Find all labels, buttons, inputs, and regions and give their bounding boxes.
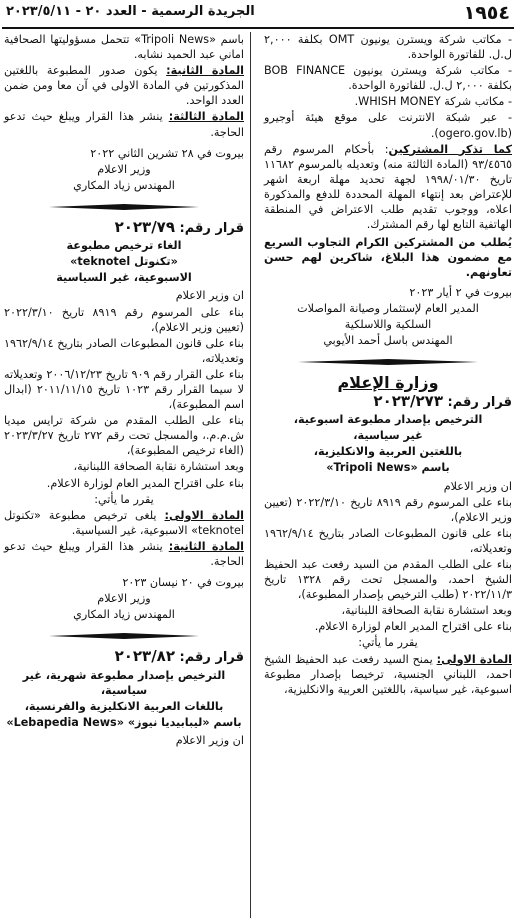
- minister-title: وزير الاعلام: [97, 592, 151, 606]
- decision-num: ٢٠٢٣/٢٧٣: [373, 392, 443, 411]
- article-label: المادة الاولى:: [436, 652, 512, 666]
- minister-intro: ان وزير الاعلام: [443, 479, 512, 493]
- separator: [4, 628, 244, 643]
- basis-item: بناء على المرسوم رقم ٨٩١٩ تاريخ ٢٠٢٢/٣/١٠ (تعيين وزير الاعلام)،: [4, 305, 244, 334]
- header-rule: [2, 27, 514, 29]
- decision-num: ٢٠٢٣/٧٩: [114, 218, 175, 237]
- publication-name: «تكنوتل teknotel»: [70, 255, 178, 269]
- decision-date: بيروت في ٢٨ تشرين الثاني ٢٠٢٢: [90, 146, 244, 160]
- decision-label: قرار رقم:: [179, 650, 244, 666]
- minister-intro: ان وزير الاعلام: [175, 289, 244, 303]
- signatory-role: المدير العام لإستثمار وصيانة المواصلات: [297, 301, 479, 315]
- article-1: [264, 652, 512, 697]
- decision-title-line: الترخيص بإصدار مطبوعة اسبوعية،: [293, 413, 483, 427]
- basis-item: بناء على اقتراح المدير العام لوزارة الاعلام.: [314, 620, 512, 634]
- decision-title-line: الترخيص بإصدار مطبوعة شهرية، غير سياسية،: [22, 668, 226, 697]
- bullet-item: - مكاتب شركة WHISH MONEY.: [354, 95, 512, 109]
- left-column: [4, 32, 244, 749]
- decision-title-line: باسم «ليبابيديا نيوز» «Lebapedia News»: [6, 715, 242, 729]
- article-text: يمنح السيد رفعت عبد الحفيظ الشيخ احمد، اللبناني الجنسية، ترخيصا بإصدار مطبوعة اسبوعية، غير سياسية، باللغتين العربية والانكليزية،: [264, 652, 512, 696]
- page-header: [0, 0, 516, 26]
- article-label: المادة الثالثة:: [168, 110, 244, 124]
- reminder-text: : بأحكام المرسوم رقم ٩٣/٤٥٦٥ (المادة الثالثة منه) وتعديله بالمرسوم ١١٦٨٢ تاريخ ١٩٩٨/٠١/٣٠ لجهة تحديد مهلة اربعة اشهر للإعتراض بعد إنتهاء المهلة المحددة للدفع والمذكورة اعلاه، ووجوب تقديم طلب الاعتراض في المنطقة الهاتفية التابع لها رقم المشترك.: [264, 142, 512, 232]
- article-text: يكون صدور المطبوعة باللغتين المذكورتين في المادة الاولى في آن معا ومن ضمن العدد الواحد.: [4, 64, 244, 108]
- separator: [264, 354, 512, 369]
- decides-line: يقرر ما يأتي:: [94, 492, 154, 506]
- article-text: ينشر هذا القرار ويبلغ حيث تدعو الحاجة.: [4, 539, 244, 568]
- minister-intro: ان وزير الاعلام: [175, 733, 244, 747]
- bullet-item: - عبر شبكة الانترنت على موقع هيئة أوجيرو (ogero.gov.lb).: [264, 111, 512, 140]
- article-label: المادة الاولى:: [164, 508, 244, 522]
- separator: [4, 199, 244, 214]
- article-3: [4, 109, 244, 139]
- basis-item: بناء على الطلب المقدم من شركة ترايس ميديا ش.م.م.، والمسجل تحت رقم ٢٧٢ تاريخ ٢٠٢٣/٣/٢٧ (الغاء ترخيص المطبوعة)،: [4, 414, 245, 458]
- article-text: ينشر هذا القرار ويبلغ حيث تدعو الحاجة.: [4, 110, 244, 139]
- signatory-name: المهندس باسل أحمد الأيوبي: [323, 333, 453, 347]
- basis-item: بناء على القرار رقم ٩٠٩ تاريخ ٢٠٠٦/١٢/٢٣ وتعديلاته لا سيما القرار رقم ١٠٢٣ تاريخ ٢٠١١/١١/١٥ (ابدال اسم المطبوعة)،: [4, 367, 244, 412]
- article-2: [4, 539, 244, 569]
- request-paragraph: يُطلب من المشتركين الكرام التجاوب السريع مع مضمون هذا البلاغ، شاكرين لهم حسن تعاونهم.: [264, 236, 512, 280]
- notice-date: بيروت في ٢ أيار ٢٠٢٣: [409, 285, 512, 299]
- decision-date: بيروت في ٢٠ نيسان ٢٠٢٣: [122, 576, 244, 590]
- decision-title-line: باسم «Tripoli News»: [326, 461, 450, 475]
- article-2: [4, 63, 244, 108]
- decision-number: [264, 394, 512, 410]
- basis-item: وبعد استشارة نقابة الصحافة اللبنانية،: [73, 460, 244, 474]
- decision-title-line: غير سياسية،: [353, 429, 423, 443]
- basis-item: بناء على الطلب المقدم من السيد رفعت عبد الحفيظ الشيخ احمد، والمسجل تحت رقم ١٣٢٨ تاريخ ٢٠٢٢/١١/٣ (طلب الترخيص بإصدار المطبوعة)،: [264, 558, 512, 602]
- basis-item: بناء على قانون المطبوعات الصادر بتاريخ ١٩٦٢/٩/١٤ وتعديلاته،: [264, 526, 512, 555]
- continued-text: باسم «Tripoli News» تتحمل مسؤوليتها الصحافية اماني عبد الحميد نشابه.: [4, 33, 244, 62]
- decision-title-line: باللغتين العربية والانكليزية،: [313, 445, 463, 459]
- decision-title-line: باللغات العربية الانكليزية والفرنسية،: [24, 699, 224, 713]
- reminder-label: كما تذكر المشتركين: [388, 142, 512, 156]
- bullet-item: - مكاتب شركة ويسترن يونيون OMT بكلفة ٢,٠٠٠ ل.ل. للفاتورة الواحدة.: [264, 33, 512, 62]
- gazette-title: الجريدة الرسمية - العدد ٢٠ - ٢٠٢٣/٥/١١: [6, 4, 255, 19]
- article-label: المادة الثانية:: [168, 539, 244, 553]
- decision-number: [4, 649, 244, 665]
- decision-title: الغاء ترخيص مطبوعة: [66, 239, 182, 253]
- decides-line: يقرر ما يأتي:: [358, 636, 418, 650]
- basis-item: بناء على اقتراح المدير العام لوزارة الاعلام.: [46, 476, 244, 490]
- signatory-role-2: السلكية واللاسلكية: [344, 317, 432, 331]
- reminder-paragraph: [264, 142, 512, 233]
- minister-name: المهندس زياد المكاري: [73, 178, 175, 192]
- column-divider: [250, 32, 251, 918]
- right-column: [264, 32, 512, 698]
- bullet-item: - مكاتب شركة ويسترن يونيون BOB FINANCE بكلفة ٢,٠٠٠ ل.ل. للفاتورة الواحدة.: [264, 64, 512, 93]
- minister-name: المهندس زياد المكاري: [73, 608, 175, 622]
- basis-item: بناء على قانون المطبوعات الصادر بتاريخ ١٩٦٢/٩/١٤ وتعديلاته،: [4, 336, 244, 365]
- basis-item: بناء على المرسوم رقم ٨٩١٩ تاريخ ٢٠٢٢/٣/١٠ (تعيين وزير الاعلام)،: [264, 495, 513, 524]
- basis-item: وبعد استشارة نقابة الصحافة اللبنانية،: [341, 604, 512, 618]
- publication-type: الاسبوعية، غير السياسية: [56, 271, 192, 285]
- article-1: [4, 508, 244, 538]
- page-number: ١٩٥٤: [463, 2, 510, 24]
- decision-number: [4, 220, 244, 236]
- article-text: يلغى ترخيص مطبوعة «تكنوتل teknotel» الاسبوعية، غير السياسية.: [4, 508, 244, 537]
- decision-num: ٢٠٢٣/٨٢: [114, 647, 175, 666]
- decision-label: قرار رقم:: [447, 395, 512, 411]
- ministry-heading: وزارة الإعلام: [337, 372, 439, 392]
- article-label: المادة الثانية:: [166, 64, 245, 78]
- decision-label: قرار رقم:: [179, 221, 244, 237]
- minister-title: وزير الاعلام: [97, 162, 151, 176]
